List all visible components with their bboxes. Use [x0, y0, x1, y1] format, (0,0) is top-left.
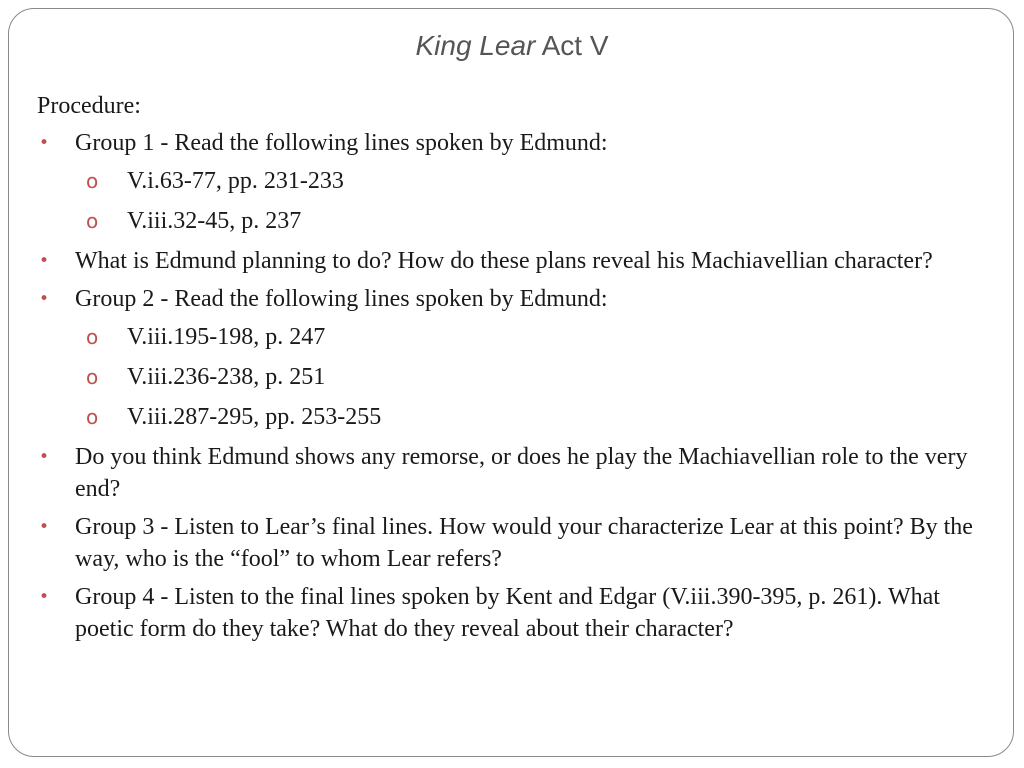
- sub-bullet-text: V.i.63-77, pp. 231-233: [127, 168, 344, 194]
- sub-bullet-icon: o: [86, 405, 99, 429]
- sub-bullet-text: V.iii.32-45, p. 237: [127, 208, 302, 234]
- sub-bullet-text: V.iii.195-198, p. 247: [127, 324, 326, 350]
- title-act: Act V: [535, 30, 609, 61]
- list-item: [37, 283, 997, 433]
- title-play-name: King Lear: [415, 30, 536, 61]
- sub-bullet-icon: o: [86, 209, 99, 233]
- bullet-text: Group 4 - Listen to the final lines spoken by Kent and Edgar (V.iii.390-395, p. 261). What poetic form do they take? What do they reveal about their character?: [75, 584, 940, 642]
- list-item: [37, 441, 997, 505]
- list-item: [37, 581, 997, 645]
- sub-bullet-icon: o: [86, 325, 99, 349]
- procedure-heading: Procedure:: [37, 93, 141, 119]
- slide-title: [0, 26, 1024, 66]
- bullet-text: Group 2 - Read the following lines spoken by Edmund:: [75, 286, 608, 312]
- slide-body: [37, 89, 997, 651]
- bullet-icon: •: [39, 289, 50, 309]
- sub-list-item: [75, 165, 997, 197]
- sub-list-item: [75, 361, 997, 393]
- sub-bullet-list: [75, 321, 997, 433]
- bullet-icon: •: [39, 587, 50, 607]
- bullet-icon: •: [39, 133, 50, 153]
- bullet-text: What is Edmund planning to do? How do these plans reveal his Machiavellian character?: [75, 248, 933, 274]
- bullet-icon: •: [39, 517, 50, 537]
- bullet-icon: •: [39, 251, 50, 271]
- list-item: [37, 245, 997, 277]
- list-item: [37, 511, 997, 575]
- sub-list-item: [75, 205, 997, 237]
- bullet-list: [37, 127, 997, 645]
- sub-bullet-text: V.iii.287-295, pp. 253-255: [127, 404, 382, 430]
- bullet-text: Group 3 - Listen to Lear’s final lines. How would your characterize Lear at this point? By the way, who is the “fool” to whom Lear refers?: [75, 514, 973, 572]
- bullet-icon: •: [39, 447, 50, 467]
- bullet-text: Group 1 - Read the following lines spoken by Edmund:: [75, 130, 608, 156]
- sub-list-item: [75, 401, 997, 433]
- sub-bullet-list: [75, 165, 997, 237]
- sub-bullet-icon: o: [86, 169, 99, 193]
- sub-bullet-text: V.iii.236-238, p. 251: [127, 364, 326, 390]
- sub-list-item: [75, 321, 997, 353]
- list-item: [37, 127, 997, 237]
- sub-bullet-icon: o: [86, 365, 99, 389]
- bullet-text: Do you think Edmund shows any remorse, or does he play the Machiavellian role to the very end?: [75, 444, 968, 502]
